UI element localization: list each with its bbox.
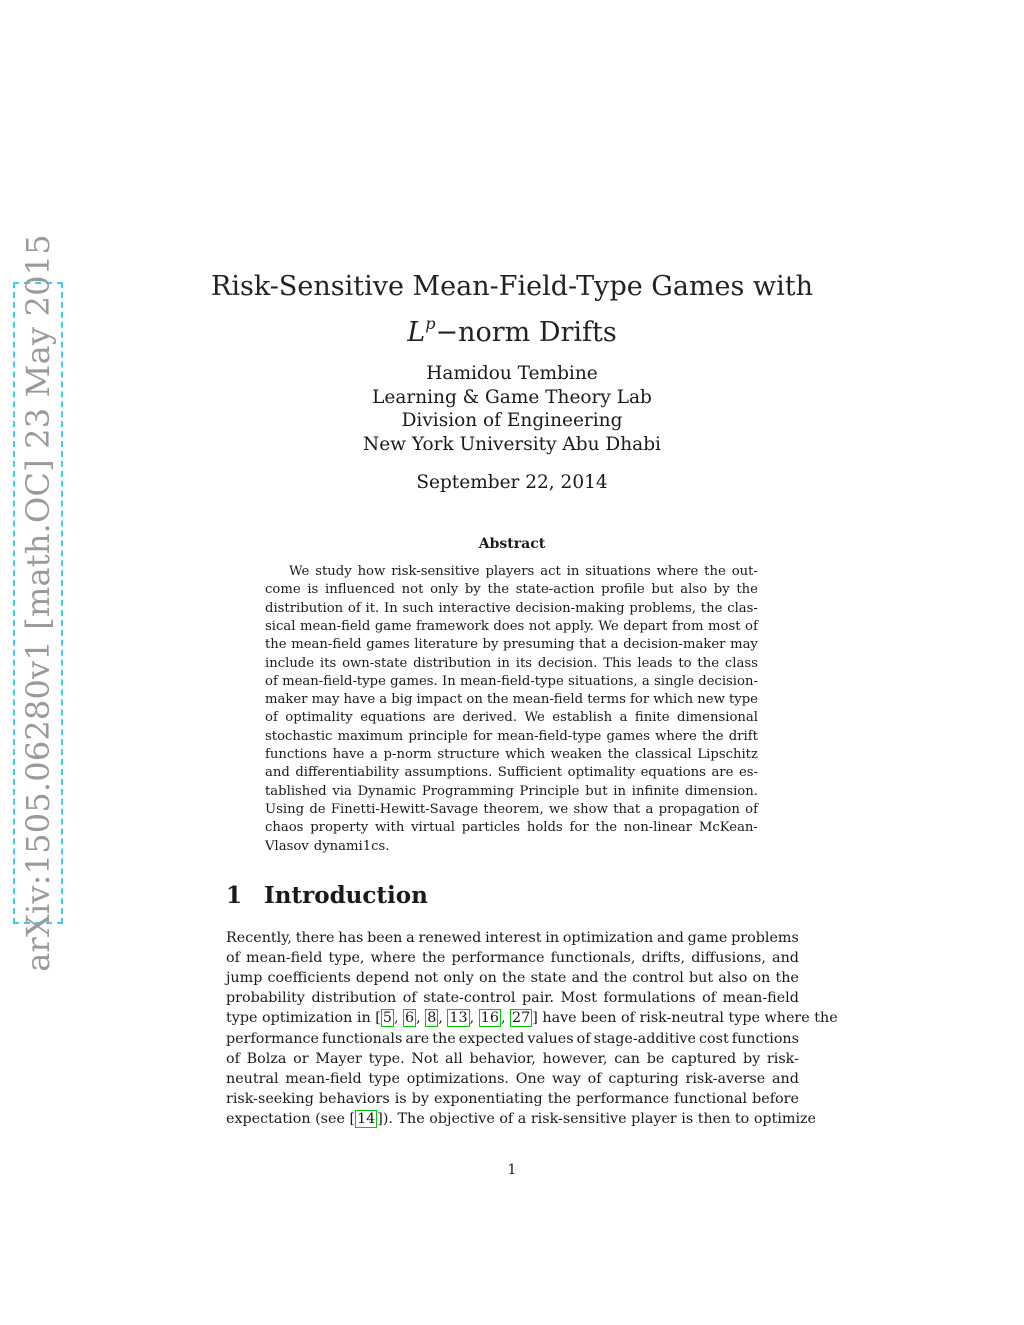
arxiv-identifier-text: arXiv:1505.06280v1 [math.OC] 23 May 2015 bbox=[19, 234, 58, 972]
abstract-line: include its own-state distribution in its decision. This leads to the class bbox=[265, 655, 758, 671]
author-block bbox=[150, 362, 874, 456]
paper-date: September 22, 2014 bbox=[416, 472, 608, 493]
citation-link[interactable]: 5 bbox=[382, 1010, 392, 1027]
section-title: Introduction bbox=[264, 882, 428, 909]
abstract-line: We study how risk-sensitive players act in situations where the out- bbox=[289, 564, 758, 579]
author-name: Hamidou Tembine bbox=[426, 363, 598, 384]
title-superscript: p bbox=[425, 314, 436, 333]
citation-link[interactable]: 13 bbox=[449, 1010, 468, 1027]
citation-link[interactable]: 27 bbox=[512, 1010, 531, 1027]
abstract-line: Using de Finetti-Hewitt-Savage theorem, we show that a propagation of bbox=[265, 801, 758, 817]
abstract-line: maker may have a big impact on the mean-field terms for which new type bbox=[265, 692, 758, 708]
title-symbol: L bbox=[407, 317, 426, 348]
body-text-line: expectation (see [ 14 ]). The objective of a risk-sensitive player is then to optimize bbox=[226, 1110, 817, 1127]
section-number: 1 bbox=[226, 882, 243, 909]
arxiv-identifier-stamp bbox=[13, 234, 63, 972]
body-text-line: performance functionals are the expected values of stage-additive cost functions bbox=[226, 1030, 799, 1047]
author-division: Division of Engineering bbox=[401, 410, 623, 431]
body-text-line: neutral mean-field type optimizations. One way of capturing risk-averse and bbox=[226, 1070, 799, 1087]
abstract-line: come is influenced not only by the state-action profile but also by the bbox=[265, 582, 758, 598]
section-heading bbox=[226, 882, 428, 909]
abstract-line: chaos property with virtual particles holds for the non-linear McKean- bbox=[265, 820, 758, 836]
body-text-line: of Bolza or Mayer type. Not all behavior, however, can be captured by risk- bbox=[226, 1050, 799, 1067]
abstract-line: the mean-field games literature by presuming that a decision-maker may bbox=[265, 637, 758, 653]
paper-title bbox=[150, 268, 874, 351]
abstract-line: of mean-field-type games. In mean-field-type situations, a single decision- bbox=[265, 673, 758, 689]
author-university: New York University Abu Dhabi bbox=[363, 433, 661, 455]
citation-link[interactable]: 16 bbox=[480, 1010, 499, 1027]
body-text-line: jump coefficients depend not only on the state and the control but also on the bbox=[226, 970, 799, 987]
page-number: 1 bbox=[507, 1162, 517, 1178]
citation-link[interactable]: 14 bbox=[357, 1110, 376, 1127]
author-lab: Learning & Game Theory Lab bbox=[372, 386, 652, 408]
citation-link[interactable]: 6 bbox=[405, 1010, 415, 1027]
abstract-line: distribution of it. In such interactive decision-making problems, the clas- bbox=[265, 600, 758, 616]
body-text-line: risk-seeking behaviors is by exponentiating the performance functional before bbox=[226, 1090, 799, 1107]
body-text-line: Recently, there has been a renewed interest in optimization and game problems bbox=[226, 930, 799, 946]
body-text-line: of mean-field type, where the performance functionals, drifts, diffusions, and bbox=[226, 950, 799, 967]
abstract-line: stochastic maximum principle for mean-field-type games where the drift bbox=[265, 728, 758, 744]
title-line-2-text: −norm Drifts bbox=[435, 317, 617, 348]
citation-link[interactable]: 8 bbox=[427, 1010, 437, 1027]
abstract-heading: Abstract bbox=[478, 536, 546, 552]
title-line-2 bbox=[150, 305, 874, 351]
body-text-line: type optimization in [ 5 , 6 , 8 , 13 , 16 , 27 ] have been of risk-neutral type where the bbox=[226, 1010, 838, 1027]
title-line-1: Risk-Sensitive Mean-Field-Type Games with bbox=[211, 271, 813, 302]
abstract-line: Vlasov dynami1cs. bbox=[265, 838, 390, 854]
abstract-line: functions have a p-norm structure which weaken the classical Lipschitz bbox=[265, 747, 758, 762]
abstract-line: and differentiability assumptions. Sufficient optimality equations are es- bbox=[265, 765, 758, 781]
abstract-line: of optimality equations are derived. We establish a finite dimensional bbox=[265, 710, 758, 726]
abstract-line: tablished via Dynamic Programming Principle but in infinite dimension. bbox=[265, 783, 758, 799]
body-text-line: probability distribution of state-control pair. Most formulations of mean-field bbox=[226, 990, 799, 1007]
abstract-line: sical mean-field game framework does not apply. We depart from most of bbox=[265, 618, 758, 634]
